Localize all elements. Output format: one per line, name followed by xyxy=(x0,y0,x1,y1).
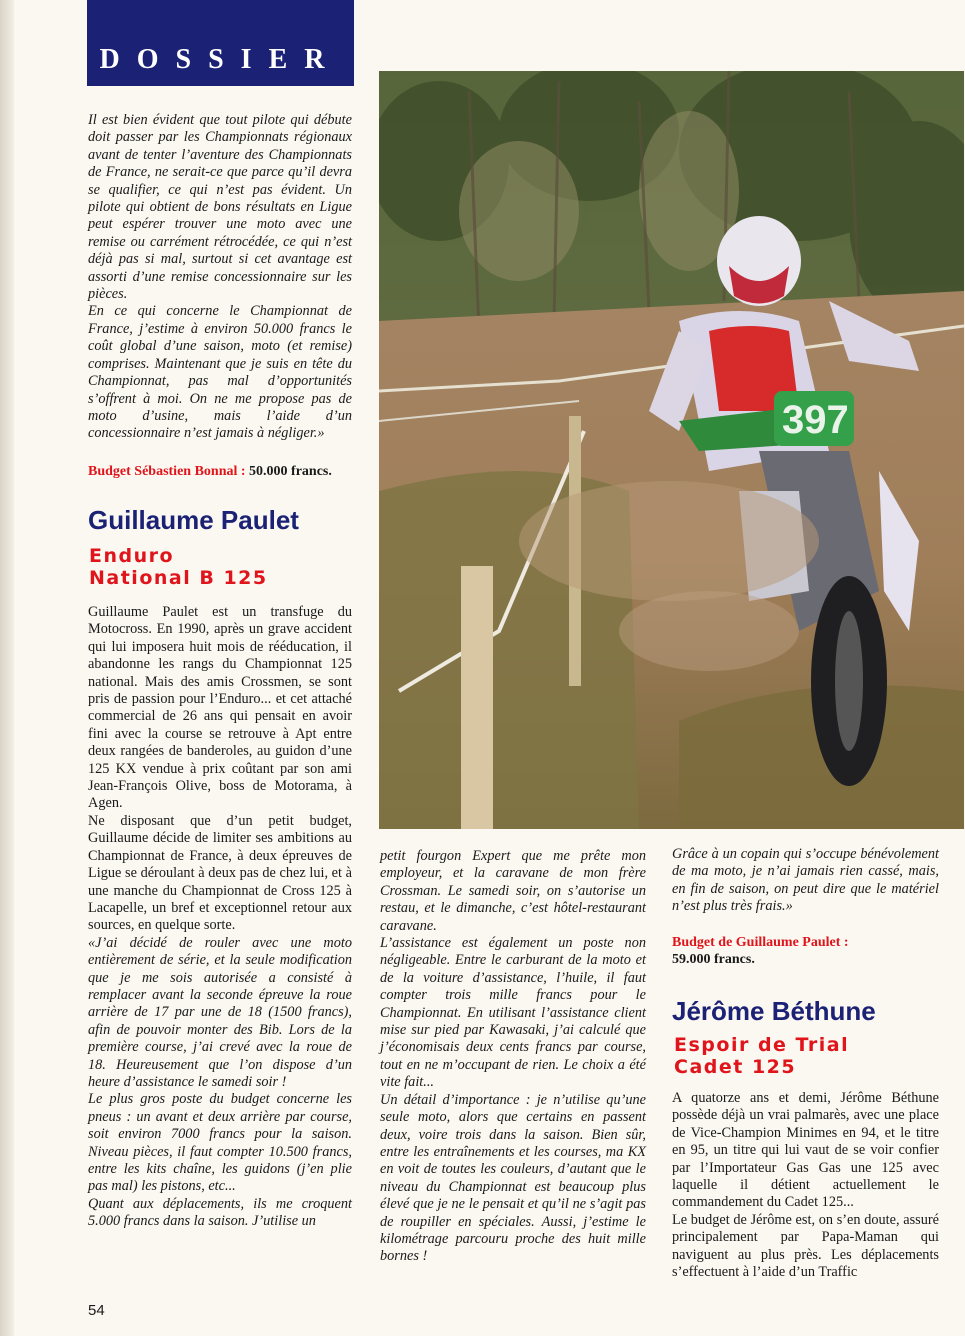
body-paragraph: Guillaume Paulet est un transfuge du Motocross. En 1990, après un grave accident qui lui imposera huit mois de rééducation, il abandonne les rangs du Championnat 125 national. Mais des amis Crossmen, se sont pris de passion pour l’Enduro... et cet attaché commercial de 26 ans qui pensait en avoir fini avec la course se retrouve à Apt entre deux rangées de banderoles, au guidon d’une 125 KX vendue à prix coûtant par son ami Jean-François Olive, boss de Motorama, à Agen. xyxy=(88,604,352,812)
category-line-2: Cadet 125 xyxy=(674,1056,797,1078)
rider-name-bethune: Jérôme Béthune xyxy=(672,996,876,1026)
budget-label: Budget de Guillaume Paulet : xyxy=(672,935,849,950)
body-paragraph: A quatorze ans et demi, Jérôme Béthune possède déjà un vrai palmarès, avec une place de Vice-Champion Minimes en 94, et le titre en 95, un titre qui lui vaut de se voir confier par l’Importateur Gas Gas une 125 avec laquelle il détient actuellement le commandement du Cadet 125... xyxy=(672,1090,939,1211)
quote-paragraph: petit fourgon Expert que me prête mon employeur, et la caravane de mon frère Crossman. Le samedi soir, on s’autorise un restau, et le dimanche, c’est hôtel-restaurant caravane. xyxy=(380,848,646,934)
column-3-body xyxy=(672,1090,939,1281)
column-3-quote xyxy=(672,846,939,916)
category-line-1: Espoir de Trial xyxy=(674,1034,850,1056)
column-1-intro xyxy=(88,112,352,443)
rider-category-paulet xyxy=(89,545,268,589)
budget-paulet xyxy=(672,934,849,968)
body-paragraph: Le budget de Jérôme est, on s’en doute, assuré principalement par Papa-Maman qui naviguent au plus près. Les déplacements s’effectuent à l’aide d’un Traffic xyxy=(672,1211,939,1281)
quote-paragraph: «J’ai décidé de rouler avec une moto entièrement de série, et la seule modification que je me sois autorisée a consisté à remplacer avant la seconde épreuve la roue arrière de 17 par une de 18 (1500 francs), afin de pouvoir monter des Bib. Lors de la première course, j’ai crevé avec la roue de 18. Heureusement que l’on dispose d’un heure d’assistance le samedi soir ! xyxy=(88,934,352,1090)
quote-paragraph: Grâce à un copain qui s’occupe bénévolement de ma moto, je n’ai jamais rien cassé, mais, en fin de saison, on peut dire que le matériel n’est plus très frais.» xyxy=(672,846,939,915)
quote-paragraph: Un détail d’importance : je n’utilise qu’une seule moto, alors que certains en passent deux, voire trois dans la saison. Bien sûr, entre les entraînements et les courses, ma KX en voit de toutes les couleurs, d’autant que le niveau du Championnat est beaucoup plus élevé que je ne le pensait et qu’il ne s’agit pas de roupiller en spéciales. Aussi, j’estime le kilométrage parcouru proche des huit mille bornes ! xyxy=(380,1091,646,1265)
quote-paragraph: Quant aux déplacements, ils me croquent 5.000 francs dans la saison. J’utilise un xyxy=(88,1195,352,1230)
bike-number-plate: 397 xyxy=(782,398,849,442)
page-fold-shadow xyxy=(0,0,14,1336)
category-line-1: Enduro xyxy=(89,545,175,567)
section-title: DOSSIER xyxy=(99,44,342,75)
column-2 xyxy=(380,848,646,1266)
enduro-rider-photo xyxy=(379,71,964,829)
budget-bonnal xyxy=(88,463,332,480)
section-header xyxy=(87,0,354,86)
budget-value: 50.000 francs. xyxy=(245,464,332,479)
category-line-2: National B 125 xyxy=(89,567,268,589)
budget-label: Budget Sébastien Bonnal : xyxy=(88,464,246,479)
quote-paragraph: Le plus gros poste du budget concerne les pneus : un avant et deux arrière par course, soit environ 7000 francs pour la saison. Niveau pièces, il faut compter 10.500 francs, entre les kits chaîne, les guidons (j’en plie pas mal) les pistons, etc... xyxy=(88,1091,352,1195)
quote-paragraph: L’assistance est également un poste non négligeable. Entre le carburant de la moto et de la voiture d’assistance, l’huile, il faut compter trois mille francs pour le Championnat. En utilisant l’assistance client mise sur pied par Kawasaki, j’ai calculé que j’économisais deux cents francs par course, tout en ne m’occupant de rien. Le choix a été vite fait... xyxy=(380,935,646,1091)
rider-category-bethune xyxy=(674,1034,849,1078)
budget-value: 59.000 francs. xyxy=(672,952,755,967)
column-1-body xyxy=(88,604,352,1231)
rider-name-paulet: Guillaume Paulet xyxy=(88,505,299,535)
body-paragraph: Ne disposant que d’un petit budget, Guillaume décide de limiter ses ambitions au Championnat de France, à deux épreuves de Ligue se déroulant à deux pas de chez lui, et à une manche du Championnat de Cross 125 à Lacapelle, un bref et exceptionnel retour aux sources, en quelque sorte. xyxy=(88,812,352,934)
intro-paragraph-2: En ce qui concerne le Championnat de France, j’estime à environ 50.000 francs le coût global d’une saison, moto (et remise) comprises. Maintenant que je suis en tête du Championnat, pas mal d’opportunités s’offrent à moi. On ne me propose pas de moto d’usine, mais l’aide d’un concessionnaire n’est jamais à négliger.» xyxy=(88,303,352,442)
page-number: 54 xyxy=(88,1302,105,1319)
intro-paragraph: Il est bien évident que tout pilote qui débute doit passer par les Championnats régionaux avant de tenter l’aventure des Championnats de France, ne serait-ce que parce qu’il devra se qualifier, ce qui n’est pas évident. Un pilote qui obtient de bons résultats en Ligue peut espérer trouver une moto avec une remise ou carrément rétrocédée, ce qui n’est déjà pas si mal, surtout si cet avantage est assorti d’une remise concessionnaire sur les pièces. xyxy=(88,112,352,303)
